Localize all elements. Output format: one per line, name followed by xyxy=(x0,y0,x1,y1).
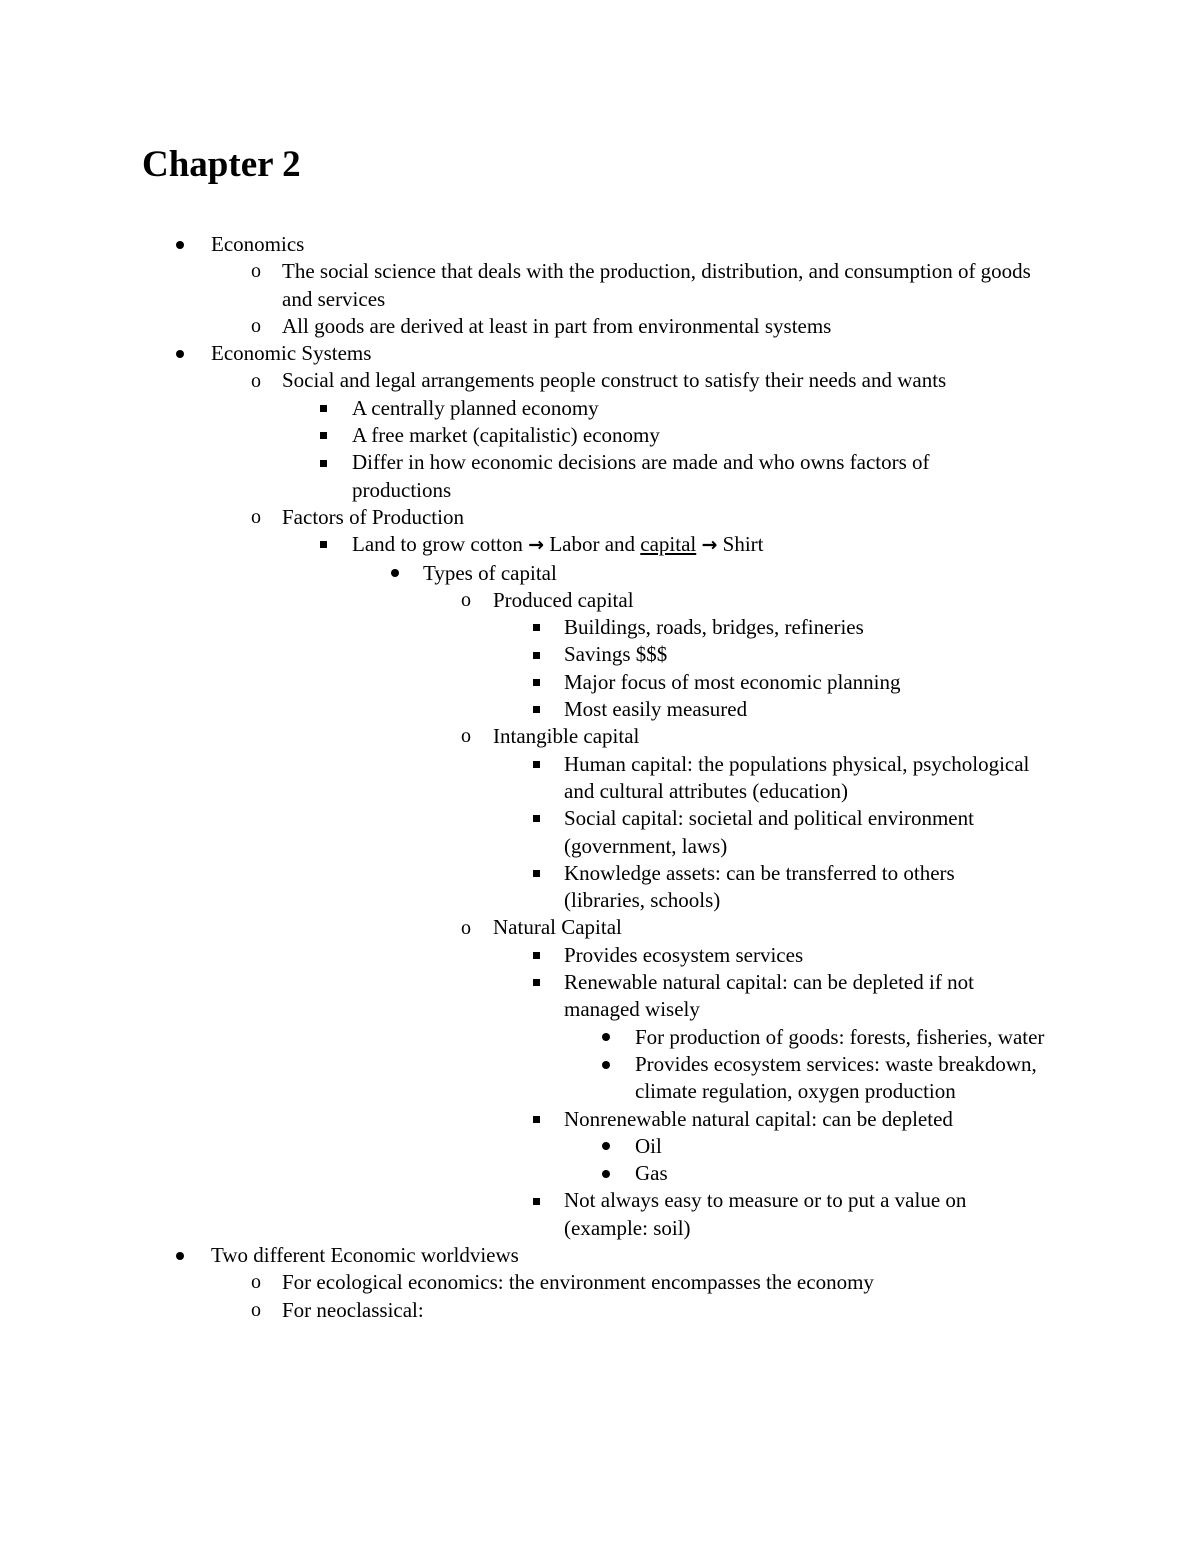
list-item xyxy=(0,422,1200,449)
list-item-text: All goods are derived at least in part from environmental systems xyxy=(282,313,832,338)
list-item-text: Renewable natural capital: can be depleted if not managed wisely xyxy=(564,970,974,1022)
list-item xyxy=(0,1242,1200,1269)
square-bullet-icon xyxy=(313,422,333,449)
list-item-text: For ecological economics: the environment encompasses the economy xyxy=(282,1270,874,1295)
round-bullet-icon xyxy=(170,340,190,367)
list-item xyxy=(0,1024,1200,1051)
square-bullet-icon xyxy=(526,942,546,969)
circle-bullet-icon: o xyxy=(251,506,261,529)
square-bullet-icon xyxy=(526,1106,546,1133)
list-item-text: Major focus of most economic planning xyxy=(564,669,901,694)
list-item xyxy=(0,395,1200,422)
list-item-text: Human capital: the populations physical, psychological and cultural attributes (education) xyxy=(564,751,1030,803)
square-bullet-icon xyxy=(526,641,546,668)
list-item xyxy=(0,942,1200,969)
circle-bullet-icon: o xyxy=(461,589,471,611)
list-item xyxy=(0,1106,1200,1133)
list-item xyxy=(0,723,1200,750)
circle-bullet-icon: o xyxy=(461,916,471,939)
list-item xyxy=(0,313,1200,340)
square-bullet-icon xyxy=(526,614,546,641)
list-item-text: Differ in how economic decisions are made and who owns factors of productions xyxy=(352,450,930,502)
list-item-text: Economics xyxy=(211,232,305,256)
square-bullet-icon xyxy=(526,1187,546,1214)
list-item xyxy=(0,614,1200,641)
round-bullet-icon xyxy=(596,1024,616,1051)
list-item xyxy=(0,560,1200,587)
list-item-text: Economic Systems xyxy=(211,341,372,366)
list-item xyxy=(0,1269,1200,1296)
circle-bullet-icon: o xyxy=(251,315,261,338)
list-item-text: Social capital: societal and political environment (government, laws) xyxy=(564,806,974,858)
arrow-right-icon: → xyxy=(528,534,545,557)
list-item xyxy=(0,860,1200,915)
list-item-text: A centrally planned economy xyxy=(352,395,599,420)
list-item-text: Natural Capital xyxy=(493,915,622,940)
list-item xyxy=(0,587,1200,614)
square-bullet-icon xyxy=(313,449,333,476)
list-item xyxy=(0,504,1200,531)
square-bullet-icon xyxy=(526,751,546,778)
list-item xyxy=(0,1133,1200,1160)
list-item xyxy=(0,1051,1200,1106)
list-item-text: Produced capital xyxy=(493,587,634,612)
list-item xyxy=(0,231,1200,258)
outline-list xyxy=(0,231,1200,1324)
list-item-text: Two different Economic worldviews xyxy=(211,1242,519,1267)
list-item xyxy=(0,669,1200,696)
square-bullet-icon xyxy=(526,860,546,887)
list-item-text: Land to grow cotton → Labor and capital → Shirt xyxy=(352,532,764,557)
list-item-text: Savings $$$ xyxy=(564,642,668,667)
list-item-text: A free market (capitalistic) economy xyxy=(352,423,660,448)
list-item xyxy=(0,449,1200,504)
list-item-text: Buildings, roads, bridges, refineries xyxy=(564,615,864,640)
circle-bullet-icon: o xyxy=(251,1298,261,1321)
list-item xyxy=(0,531,1200,559)
list-item xyxy=(0,805,1200,860)
round-bullet-icon xyxy=(385,560,405,587)
list-item-text: Not always easy to measure or to put a value on (example: soil) xyxy=(564,1188,967,1240)
list-item xyxy=(0,641,1200,668)
square-bullet-icon xyxy=(526,805,546,832)
list-item-text: Types of capital xyxy=(423,560,557,585)
list-item-text: Provides ecosystem services xyxy=(564,942,804,967)
list-item xyxy=(0,751,1200,806)
page-title: Chapter 2 xyxy=(142,144,301,185)
circle-bullet-icon: o xyxy=(251,260,261,283)
list-item xyxy=(0,367,1200,394)
list-item xyxy=(0,1297,1200,1324)
list-item-text: Provides ecosystem services: waste breakdown, climate regulation, oxygen production xyxy=(635,1051,1037,1104)
round-bullet-icon xyxy=(596,1133,616,1160)
square-bullet-icon xyxy=(313,395,333,422)
square-bullet-icon xyxy=(526,696,546,723)
square-bullet-icon xyxy=(526,969,546,996)
circle-bullet-icon: o xyxy=(461,725,471,748)
list-item xyxy=(0,1187,1200,1242)
circle-bullet-icon: o xyxy=(251,1271,261,1294)
list-item xyxy=(0,696,1200,723)
list-item-text: Gas xyxy=(635,1161,668,1186)
list-item xyxy=(0,258,1200,313)
square-bullet-icon xyxy=(526,669,546,696)
list-item xyxy=(0,340,1200,367)
circle-bullet-icon: o xyxy=(251,369,261,392)
square-bullet-icon xyxy=(313,531,333,558)
list-item-text: For production of goods: forests, fisheries, water xyxy=(635,1024,1045,1049)
list-item-text: Oil xyxy=(635,1133,662,1158)
list-item-text: Intangible capital xyxy=(493,724,640,749)
list-item xyxy=(0,1160,1200,1187)
list-item-text: Nonrenewable natural capital: can be depleted xyxy=(564,1106,953,1131)
list-item xyxy=(0,914,1200,941)
list-item-text: For neoclassical: xyxy=(282,1297,424,1322)
round-bullet-icon xyxy=(596,1160,616,1187)
arrow-right-icon: → xyxy=(701,534,718,557)
list-item xyxy=(0,969,1200,1024)
list-item-text: Social and legal arrangements people construct to satisfy their needs and wants xyxy=(282,368,947,393)
list-item-text: Knowledge assets: can be transferred to others (libraries, schools) xyxy=(564,860,955,913)
round-bullet-icon xyxy=(170,231,190,258)
list-item-text: Most easily measured xyxy=(564,697,748,722)
list-item-text: The social science that deals with the production, distribution, and consumption of goods and services xyxy=(282,259,1031,311)
list-item-text: Factors of Production xyxy=(282,504,464,529)
round-bullet-icon xyxy=(170,1242,190,1269)
round-bullet-icon xyxy=(596,1051,616,1078)
